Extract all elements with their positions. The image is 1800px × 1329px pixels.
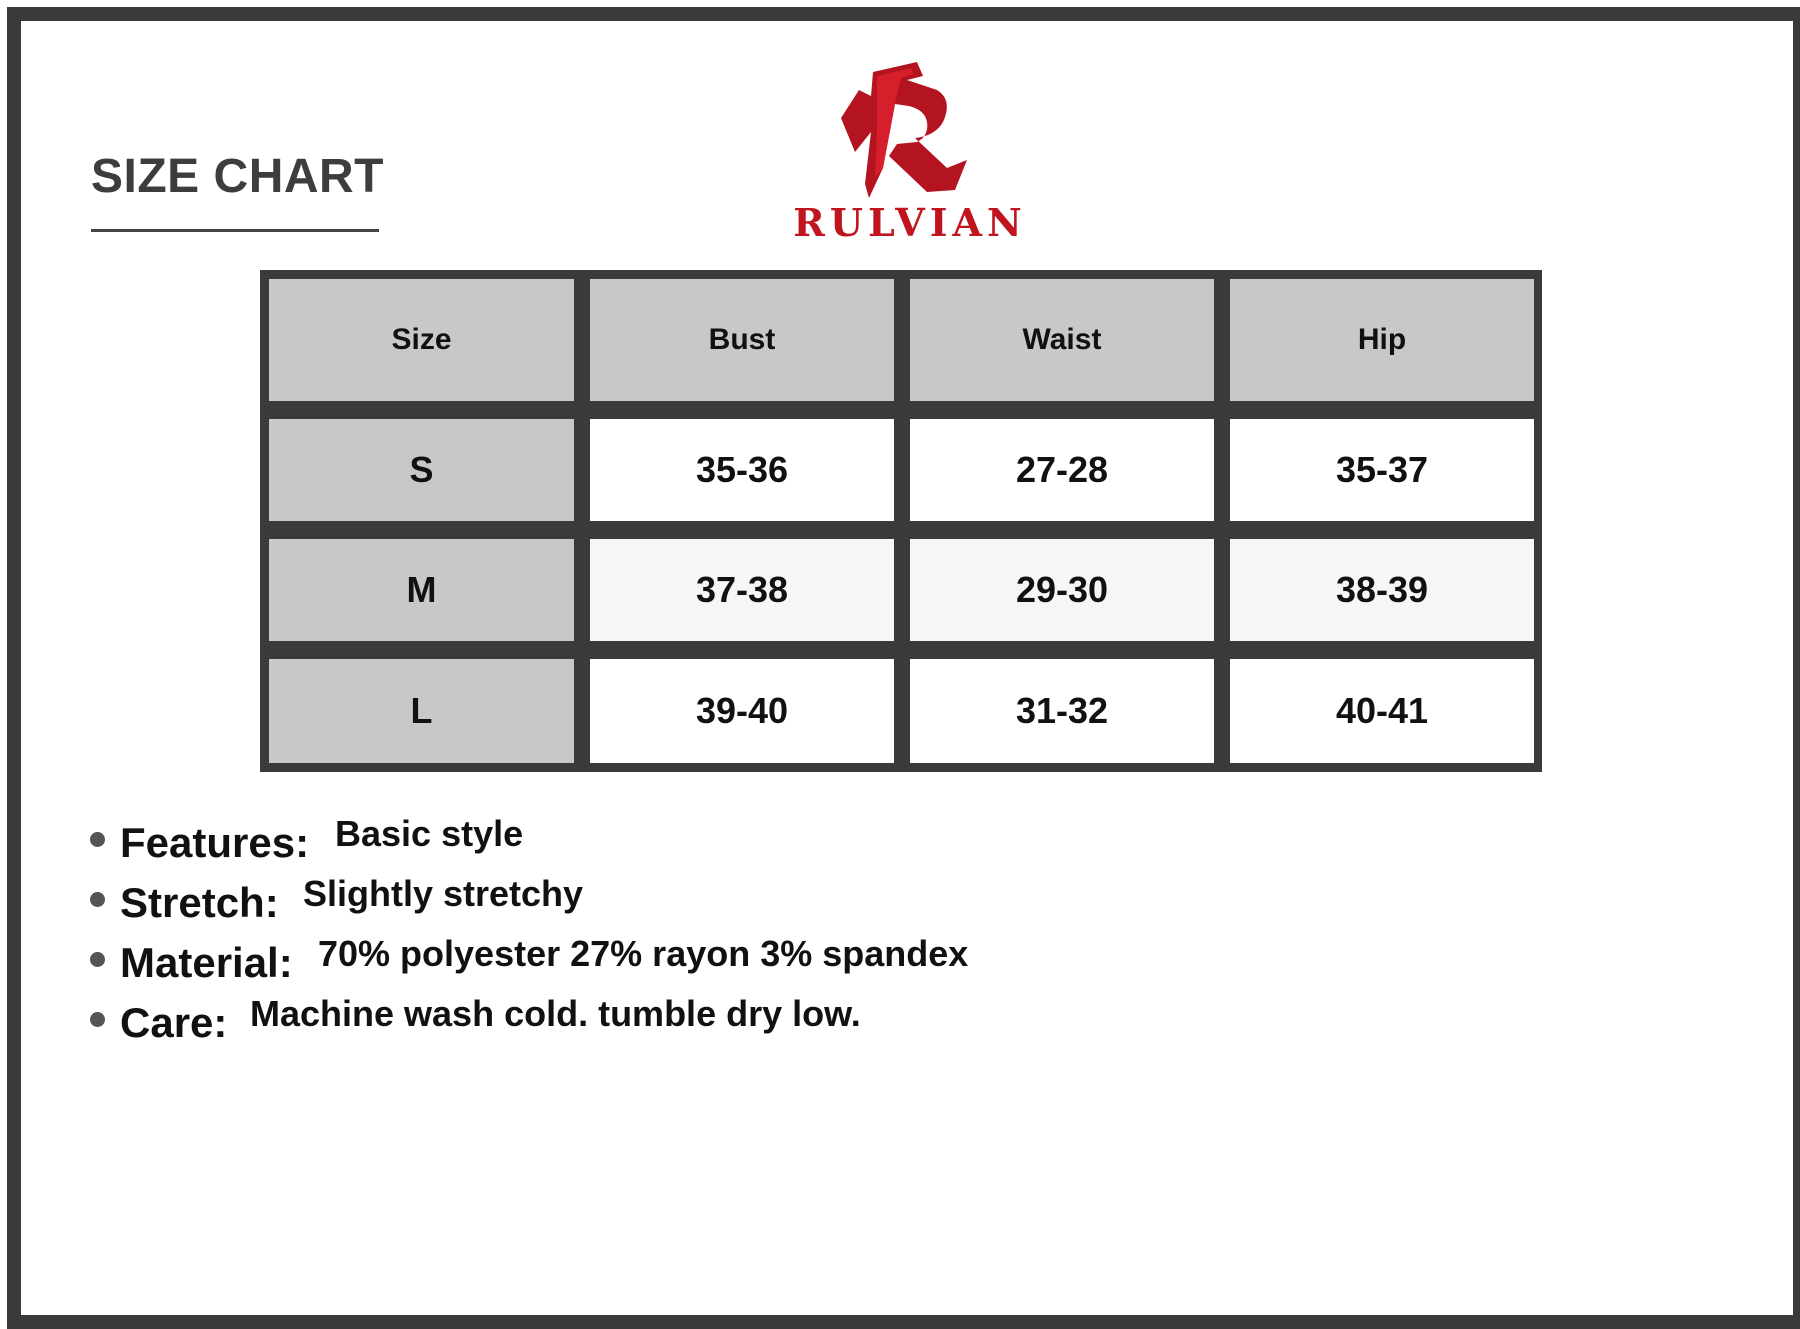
column-header-bust: Bust: [590, 279, 894, 401]
bullet-icon: [90, 832, 105, 847]
feature-label: Features:: [120, 819, 310, 866]
title-underline: [91, 229, 379, 232]
size-label-m: M: [269, 539, 574, 641]
hip-value-m: 38-39: [1230, 539, 1534, 641]
size-table: [260, 270, 1542, 772]
size-label-l: L: [269, 659, 574, 763]
waist-value-s: 27-28: [910, 419, 1214, 521]
bullet-icon: [90, 952, 105, 967]
feature-value: Basic style: [335, 813, 524, 854]
bullet-icon: [90, 1012, 105, 1027]
column-header-size: Size: [269, 279, 574, 401]
bust-value-s: 35-36: [590, 419, 894, 521]
feature-label: Stretch:: [120, 879, 279, 926]
bust-value-l: 39-40: [590, 659, 894, 763]
brand-wordmark: RULVIAN: [793, 200, 1027, 245]
size-label-s: S: [269, 419, 574, 521]
waist-value-l: 31-32: [910, 659, 1214, 763]
rulvian-r-logo-icon: [831, 60, 981, 200]
brand-logo: [776, 60, 1044, 250]
hip-value-l: 40-41: [1230, 659, 1534, 763]
page-title: SIZE CHART: [91, 150, 384, 203]
column-header-waist: Waist: [910, 279, 1214, 401]
bust-value-m: 37-38: [590, 539, 894, 641]
hip-value-s: 35-37: [1230, 419, 1534, 521]
feature-label: Care:: [120, 999, 228, 1046]
feature-value: Slightly stretchy: [303, 873, 584, 914]
feature-label: Material:: [120, 939, 293, 986]
feature-value: 70% polyester 27% rayon 3% spandex: [318, 933, 969, 974]
column-header-hip: Hip: [1230, 279, 1534, 401]
bullet-icon: [90, 892, 105, 907]
waist-value-m: 29-30: [910, 539, 1214, 641]
feature-value: Machine wash cold. tumble dry low.: [250, 993, 861, 1034]
